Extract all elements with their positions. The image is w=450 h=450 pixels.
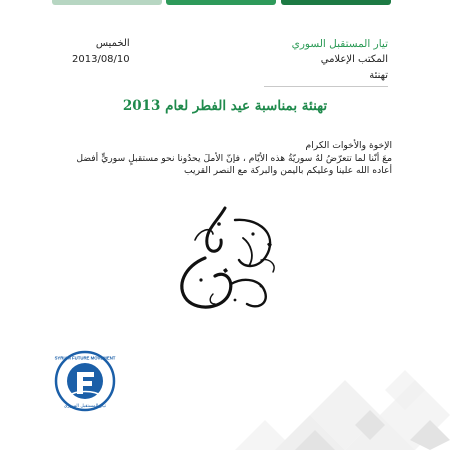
top-decor-bar-dark xyxy=(281,0,391,5)
office-name: المكتب الإعلامي xyxy=(320,54,388,65)
top-decor-bar-medium xyxy=(166,0,276,5)
date-label: 2013/08/10 xyxy=(72,54,130,65)
document-type: تهنئة xyxy=(369,70,388,81)
syrian-future-movement-logo xyxy=(54,350,116,412)
body-line-main: معَ أنّنا لما تتعرّضُ لهُ سوريّةُ هذه الأيّام ، فإنّ الأملَ يحدُونا نحو مستقبلٍ سوريٍّ أفضل xyxy=(76,152,392,164)
day-label: الخميس xyxy=(95,38,130,49)
body-line-greeting: الإخوة والأخوات الكرام xyxy=(305,140,392,151)
org-name: تيار المستقبل السوري xyxy=(291,38,388,50)
logo-text-bottom: تيار المستقبل السوري xyxy=(63,404,107,409)
eid-calligraphy-image xyxy=(165,200,290,315)
decorative-pattern-background xyxy=(235,370,450,450)
header-divider xyxy=(264,86,388,87)
logo-text-top: SYRIAN FUTURE MOVEMENT xyxy=(54,355,116,361)
letter-body xyxy=(52,140,392,178)
body-line-closing: أعاده الله علينا وعليكم باليمن والبركة مع النصر القريب xyxy=(184,165,392,176)
letter-title: تهنئة بمناسبة عيد الفطر لعام 2013 xyxy=(122,98,328,114)
letterhead-org-block xyxy=(264,36,388,87)
letterhead-date-block xyxy=(72,36,130,68)
top-decor-bar-light xyxy=(52,0,162,5)
